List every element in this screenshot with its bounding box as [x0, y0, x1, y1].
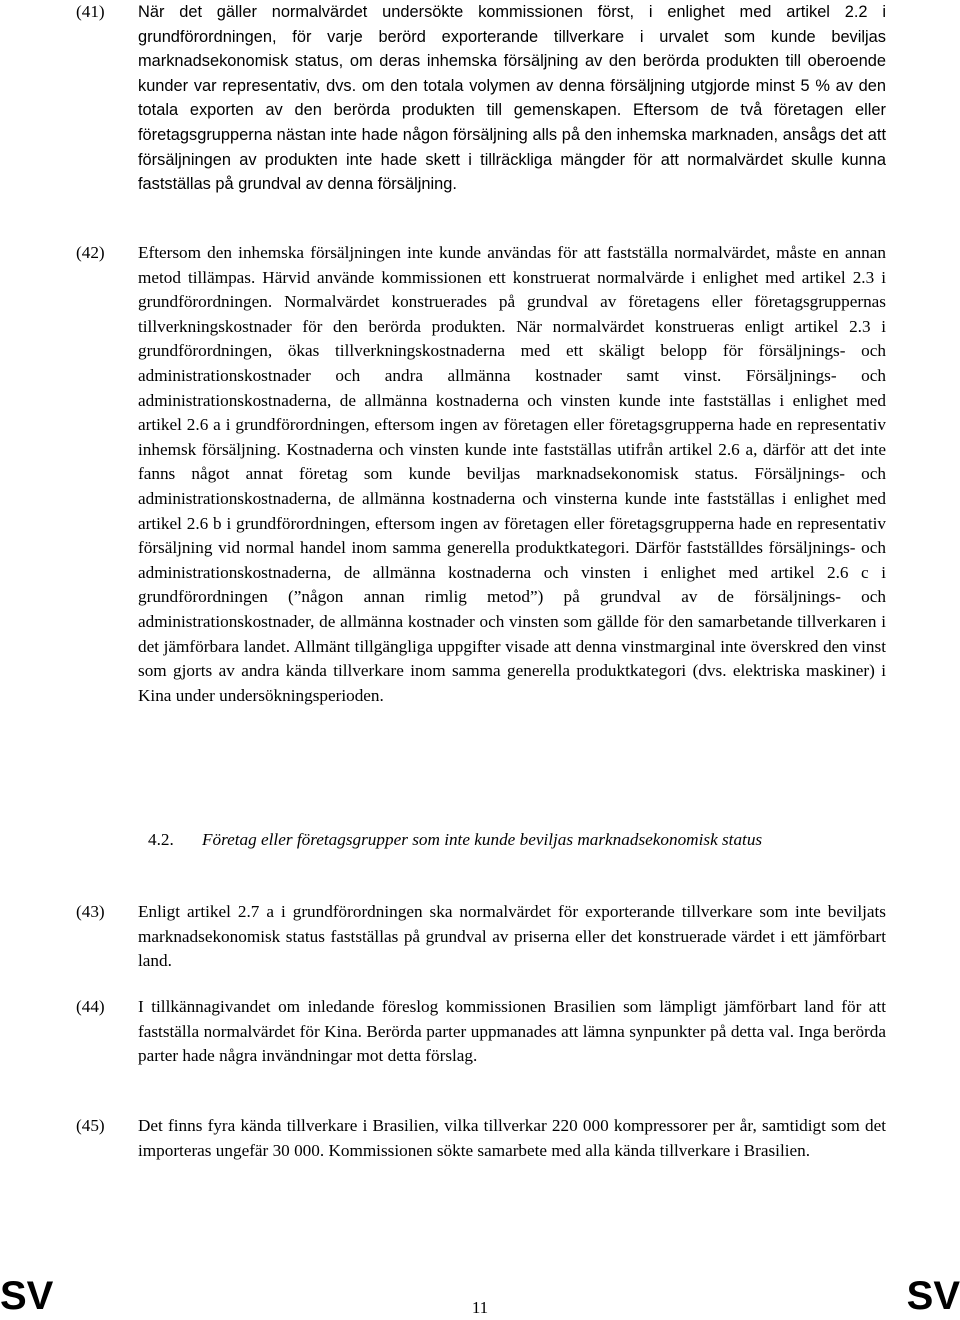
- paragraph-text: I tillkännagivandet om inledande föreslog kommissionen Brasilien som lämpligt jämförbart land för att fastställa normalvärdet för Kina. Berörda parter uppmanades att lämna synpunkter på detta val. Inga berörda parter hade några invändningar mot detta förslag.: [138, 997, 886, 1066]
- paragraph-text: Det finns fyra kända tillverkare i Brasilien, vilka tillverkar 220 000 kompressorer per år, samtidigt som det importeras ungefär 30 000. Kommissionen sökte samarbete med alla kända tillverkare i Brasilien.: [138, 1116, 886, 1160]
- paragraph-number: (45): [76, 1116, 105, 1135]
- paragraph-44: [76, 995, 886, 1069]
- paragraph-text: Enligt artikel 2.7 a i grundförordningen ska normalvärdet för exporterande tillverkare som inte beviljats marknadsekonomisk status fastställas på grundval av priserna eller det konstruerade värdet i ett jämförbart land.: [138, 902, 886, 971]
- section-title: Företag eller företagsgrupper som inte kunde beviljas marknadsekonomisk status: [202, 830, 763, 849]
- paragraph-42: [76, 241, 886, 708]
- paragraph-number: (41): [76, 2, 105, 21]
- paragraph-number: (42): [76, 243, 105, 262]
- language-code-right: SV: [906, 1274, 960, 1318]
- paragraph-43: [76, 900, 886, 974]
- section-heading: [148, 828, 888, 853]
- paragraph-text: När det gäller normalvärdet undersökte kommissionen först, i enlighet med artikel 2.2 i grundförordningen, för varje berörd exporterande tillverkare i urvalet som kunde beviljas marknadsekonomisk status, om deras inhemska försäljning av den berörda produkten till oberoende kunder var representativ, dvs. om den totala volymen av denna försäljning utgjorde minst 5 % av den totala exporten av den berörda produkten till gemenskapen. Eftersom de två företagen eller företagsgrupperna nästan inte hade någon försäljning alls på den inhemska marknaden, ansågs det att försäljningen av produkten inte hade skett i tillräckliga mängder för att normalvärdet skulle kunna fastställas på grundval av denna försäljning.: [138, 3, 886, 194]
- paragraph-41: [76, 0, 886, 197]
- paragraph-number: (44): [76, 997, 105, 1016]
- language-code-left: SV: [0, 1274, 54, 1318]
- paragraph-45: [76, 1114, 886, 1163]
- paragraph-text: Eftersom den inhemska försäljningen inte kunde användas för att fastställa normalvärdet, måste en annan metod tillämpas. Härvid använde kommissionen ett konstruerat normalvärde i enlighet med artikel 2.3 i grundförordningen. Normalvärdet konstruerades på grundval av företagens eller företagsgruppernas tillverkningskostnader för den berörda produkten. När normalvärdet konstrueras enligt artikel 2.3 i grundförordningen, ökas tillverkningskostnaderna med ett skäligt belopp för försäljnings- och administrationskostnader och andra allmänna kostnader samt vinst. Försäljnings- och administrationskostnaderna, de allmänna kostnaderna och vinsten kunde inte fastställas i enlighet med artikel 2.6 a i grundförordningen, eftersom ingen av företagen eller företagsgrupperna hade en representativ inhemsk försäljning. Kostnaderna och vinsten kunde inte fastställas utifrån artikel 2.6 a, därför att det inte fanns något annat företag som kunde beviljas marknadsekonomisk status. Försäljnings- och administrationskostnaderna, de allmänna kostnaderna och vinsterna kunde inte fastställas i enlighet med artikel 2.6 b i grundförordningen, eftersom ingen av företagen eller företagsgrupperna hade en representativ försäljning vid normal handel inom samma generella produktkategori. Därför fastställdes försäljnings- och administrationskostnaderna, de allmänna kostnaderna och vinsten i enlighet med artikel 2.6 c i grundförordningen (”någon annan rimlig metod”) på grundval av de försäljnings- och administrationskostnader, de allmänna kostnader och vinsten som gällde för den samarbetande tillverkaren i det jämförbara landet. Allmänt tillgängliga uppgifter visade att denna vinstmarginal inte överskred den vinst som gjorts av andra kända tillverkare inom samma generella produktkategori (dvs. elektriska maskiner) i Kina under undersökningsperioden.: [138, 243, 886, 705]
- page-number: 11: [471, 1298, 489, 1317]
- section-number: 4.2.: [148, 830, 174, 849]
- paragraph-number: (43): [76, 902, 105, 921]
